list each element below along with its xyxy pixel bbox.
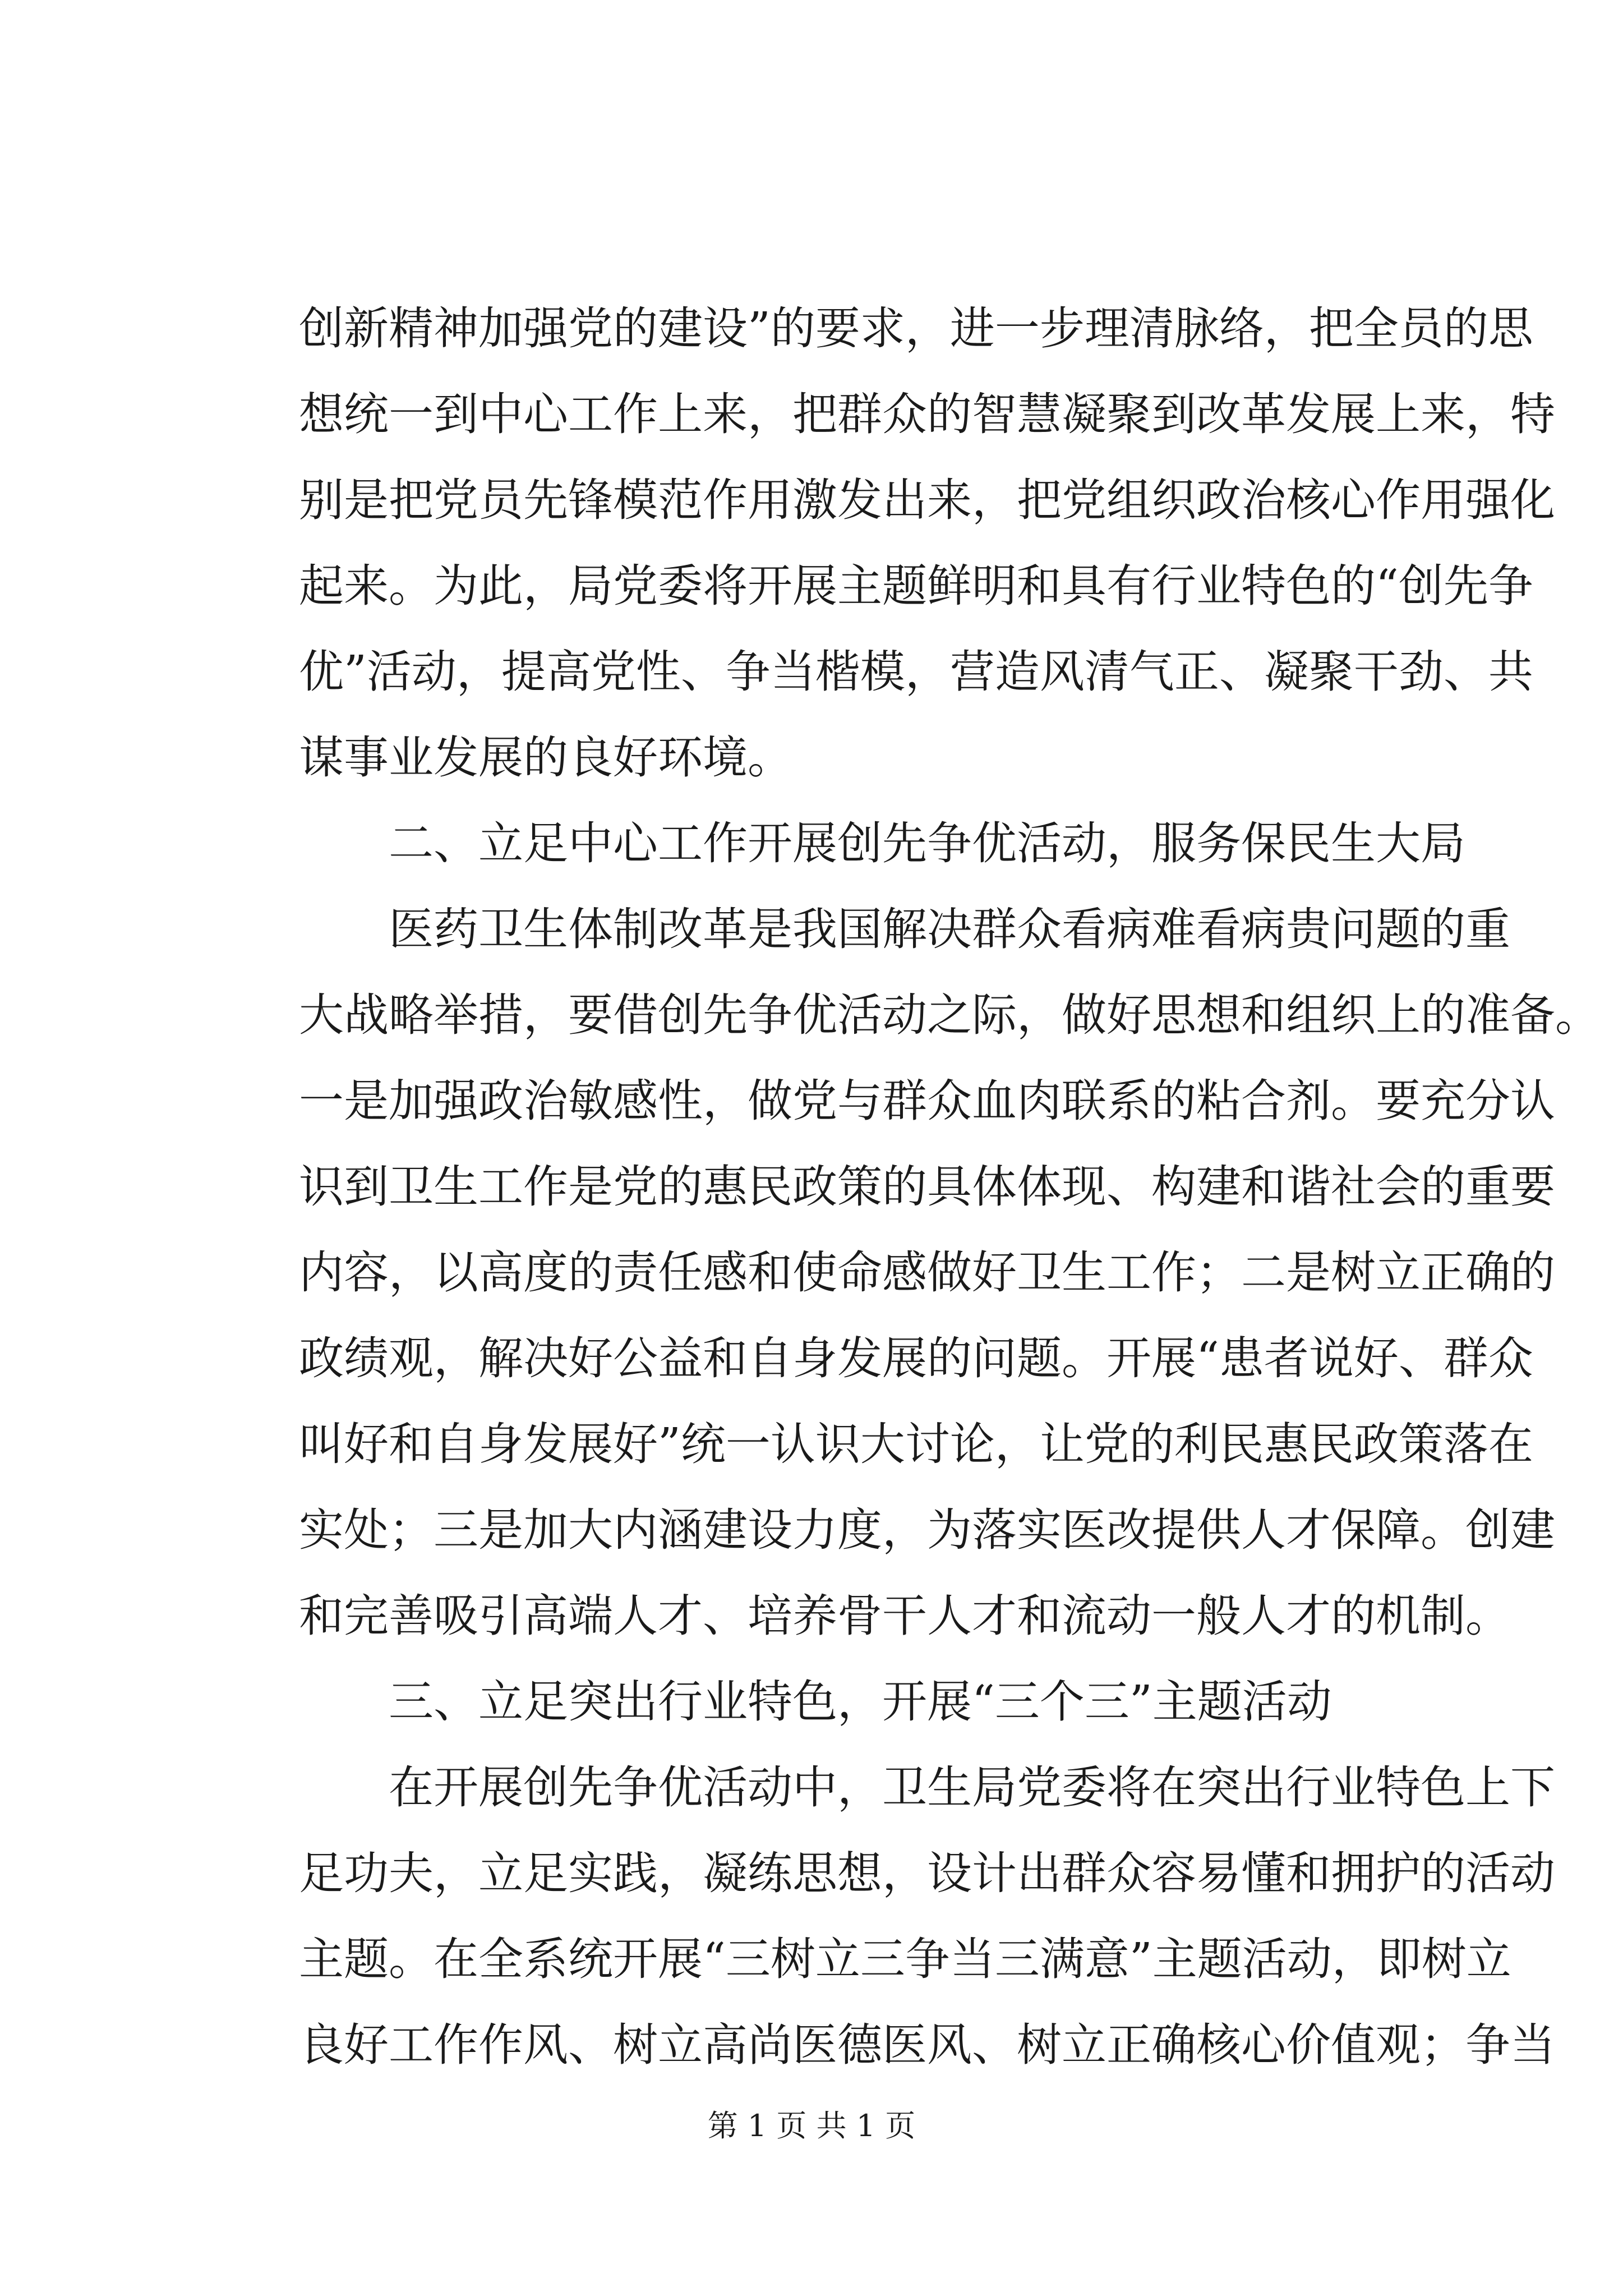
body-text-line: 创新精神加强党的建设”的要求，进一步理清脉络，把全员的思 bbox=[299, 302, 1533, 355]
body-text-line: 一是加强政治敏感性，做党与群众血肉联系的粘合剂。要充分认 bbox=[299, 1075, 1555, 1127]
body-text-line: 内容，以高度的责任感和使命感做好卫生工作；二是树立正确的 bbox=[299, 1246, 1555, 1299]
body-text-line: 大战略举措，要借创先争优活动之际，做好思想和组织上的准备。 bbox=[299, 989, 1600, 1041]
section-heading: 三、立足突出行业特色，开展“三个三”主题活动 bbox=[389, 1676, 1332, 1728]
paragraph-first-line: 在开展创先争优活动中，卫生局党委将在突出行业特色上下 bbox=[389, 1761, 1555, 1814]
body-text-line: 起来。为此，局党委将开展主题鲜明和具有行业特色的“创先争 bbox=[299, 560, 1533, 612]
body-text-line: 足功夫，立足实践，凝练思想，设计出群众容易懂和拥护的活动 bbox=[299, 1847, 1555, 1899]
body-text-line: 实处；三是加大内涵建设力度，为落实医改提供人才保障。创建 bbox=[299, 1504, 1555, 1556]
body-text-line: 想统一到中心工作上来，把群众的智慧凝聚到改革发展上来，特 bbox=[299, 388, 1555, 440]
body-text-line: 优”活动，提高党性、争当楷模，营造风清气正、凝聚干劲、共 bbox=[299, 646, 1533, 698]
body-text-line: 主题。在全系统开展“三树立三争当三满意”主题活动，即树立 bbox=[299, 1933, 1511, 1985]
body-text-line: 良好工作作风、树立高尚医德医风、树立正确核心价值观；争当 bbox=[299, 2019, 1555, 2071]
body-text-line: 识到卫生工作是党的惠民政策的具体体现、构建和谐社会的重要 bbox=[299, 1161, 1555, 1213]
section-heading: 二、立足中心工作开展创先争优活动，服务保民生大局 bbox=[389, 817, 1465, 869]
paragraph-first-line: 医药卫生体制改革是我国解决群众看病难看病贵问题的重 bbox=[389, 903, 1510, 955]
body-text-line: 和完善吸引高端人才、培养骨干人才和流动一般人才的机制。 bbox=[299, 1590, 1510, 1642]
body-text-line: 政绩观，解决好公益和自身发展的问题。开展“患者说好、群众 bbox=[299, 1332, 1533, 1384]
page-number-footer: 第 1 页 共 1 页 bbox=[707, 2108, 916, 2143]
body-text-line: 别是把党员先锋模范作用激发出来，把党组织政治核心作用强化 bbox=[299, 474, 1555, 526]
body-text-line: 叫好和自身发展好”统一认识大讨论，让党的利民惠民政策落在 bbox=[299, 1418, 1533, 1470]
body-text-line: 谋事业发展的良好环境。 bbox=[299, 731, 792, 784]
